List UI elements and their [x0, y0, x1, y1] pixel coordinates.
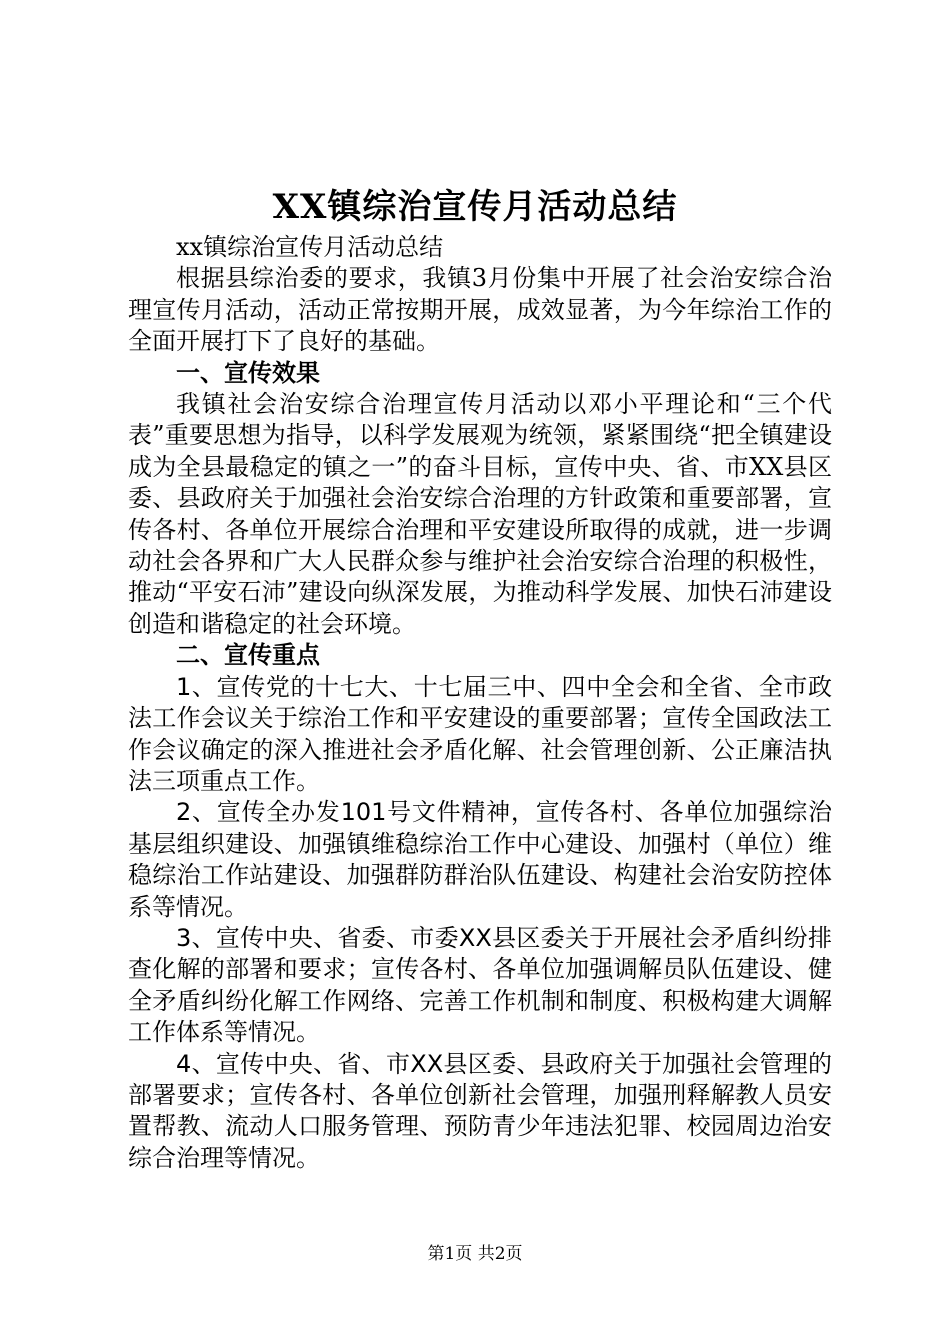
focus-item-2: 2、宣传全办发101号文件精神，宣传各村、各单位加强综治基层组织建设、加强镇维稳综治工作中心建设、加强村（单位）维稳综治工作站建设、加强群防群治队伍建设、构建社会治安防控体系等情况。 [128, 798, 832, 921]
effect-paragraph: 我镇社会治安综合治理宣传月活动以邓小平理论和“三个代表”重要思想为指导，以科学发展观为统领，紧紧围绕“把全镇建设成为全县最稳定的镇之一”的奋斗目标，宣传中央、省、市XX县区委、县政府关于加强社会治安综合治理的方针政策和重要部署，宣传各村、各单位开展综合治理和平安建设所取得的成就，进一步调动社会各界和广大人民群众参与维护社会治安综合治理的积极性，推动“平安石沛”建设向纵深发展，为推动科学发展、加快石沛建设创造和谐稳定的社会环境。 [128, 390, 832, 638]
focus-item-3: 3、宣传中央、省委、市委XX县区委关于开展社会矛盾纠纷排查化解的部署和要求；宣传各村、各单位加强调解员队伍建设、健全矛盾纠纷化解工作网络、完善工作机制和制度、积极构建大调解工作体系等情况。 [128, 923, 832, 1047]
intro-paragraph: 根据县综治委的要求，我镇3月份集中开展了社会治安综合治理宣传月活动，活动正常按期开展，成效显著，为今年综治工作的全面开展打下了良好的基础。 [128, 264, 832, 356]
section-heading-effect: 一、宣传效果 [176, 358, 320, 387]
subtitle-line: xx镇综治宣传月活动总结 [176, 233, 444, 261]
document-title: XX镇综治宣传月活动总结 [272, 187, 678, 227]
focus-item-4: 4、宣传中央、省、市XX县区委、县政府关于加强社会管理的部署要求；宣传各村、各单位创新社会管理，加强刑释解教人员安置帮教、流动人口服务管理、预防青少年违法犯罪、校园周边治安综合治理等情况。 [128, 1049, 832, 1172]
document-body [128, 232, 832, 1174]
focus-item-1: 1、宣传党的十七大、十七届三中、四中全会和全省、全市政法工作会议关于综治工作和平安建设的重要部署；宣传全国政法工作会议确定的深入推进社会矛盾化解、社会管理创新、公正廉洁执法三项重点工作。 [128, 672, 832, 795]
section-heading-focus: 二、宣传重点 [176, 641, 320, 670]
page-footer: 第1页 共2页 [427, 1244, 523, 1264]
